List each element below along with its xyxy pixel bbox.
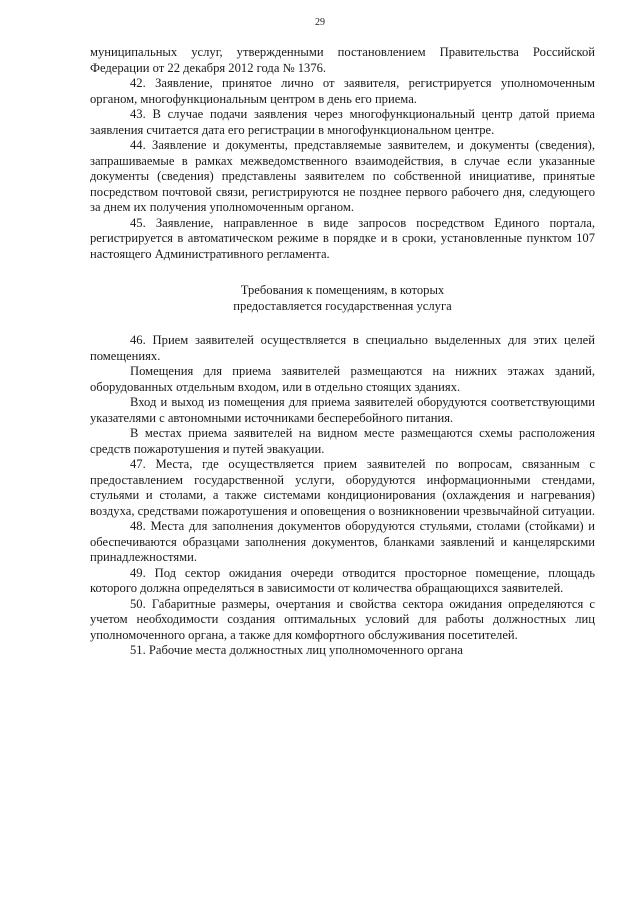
paragraph-46: 46. Прием заявителей осуществляется в специально выделенных для этих целей помещениях. (90, 333, 595, 363)
paragraph-49: 49. Под сектор ожидания очереди отводится просторное помещение, площадь которого должна определяться в зависимости от количества обращающихся заявителей. (90, 565, 595, 595)
paragraph-46-premises: Помещения для приема заявителей размещаются на нижних этажах зданий, оборудованных отдельным входом, или в отдельно стоящих зданиях. (90, 364, 595, 394)
page-number: 29 (315, 17, 325, 28)
section-heading-line-1: Требования к помещениям, в которых (240, 283, 445, 297)
paragraph-47: 47. Места, где осуществляется прием заявителей по вопросам, связанным с предоставлением государственной услуги, оборудуются информационными стендами, стульями и столами, а также системами кондиционирования (охлаждения и нагревания) воздуха, средствами пожаротушения и оповещения о возникновении чрезвычайной ситуации. (90, 457, 595, 518)
paragraph-46-evacuation: В местах приема заявителей на видном месте размещаются схемы расположения средств пожаротушения и путей эвакуации. (90, 426, 595, 456)
paragraph-50: 50. Габаритные размеры, очертания и свойства сектора ожидания определяются с учетом необходимости создания оптимальных условий для работы должностных лиц уполномоченного органа, а также для комфортного обслуживания посетителей. (90, 596, 595, 642)
document-body (90, 45, 595, 659)
section-heading-line-2: предоставляется государственная услуга (233, 298, 452, 313)
paragraph-continuation: муниципальных услуг, утвержденными постановлением Правительства Российской Федерации от 22 декабря 2012 года № 1376. (90, 45, 595, 75)
section-heading (90, 283, 595, 314)
paragraph-42: 42. Заявление, принятое лично от заявителя, регистрируется уполномоченным органом, многофункциональным центром в день его приема. (90, 76, 595, 106)
paragraph-48: 48. Места для заполнения документов оборудуются стульями, столами (стойками) и обеспечиваются образцами заполнения документов, бланками заявлений и канцелярскими принадлежностями. (90, 519, 595, 564)
paragraph-46-entrance: Вход и выход из помещения для приема заявителей оборудуются соответствующими указателями с автономными источниками бесперебойного питания. (90, 395, 595, 425)
paragraph-44: 44. Заявление и документы, представляемые заявителем, и документы (сведения), запрашиваемые в рамках межведомственного взаимодействия, в случае если указанные документы (сведения) представлены заявителем по собственной инициативе, принятые посредством почтовой связи, регистрируются не позднее первого рабочего дня, следующего за днем их получения уполномоченным органом. (90, 138, 595, 214)
paragraph-51: 51. Рабочие места должностных лиц уполномоченного органа (130, 643, 463, 657)
paragraph-45: 45. Заявление, направленное в виде запросов посредством Единого портала, регистрируется в автоматическом режиме в порядке и в сроки, установленные пунктом 107 настоящего Административного регламента. (90, 215, 595, 261)
paragraph-43: 43. В случае подачи заявления через многофункциональный центр датой приема заявления считается дата его регистрации в многофункциональном центре. (90, 107, 595, 137)
